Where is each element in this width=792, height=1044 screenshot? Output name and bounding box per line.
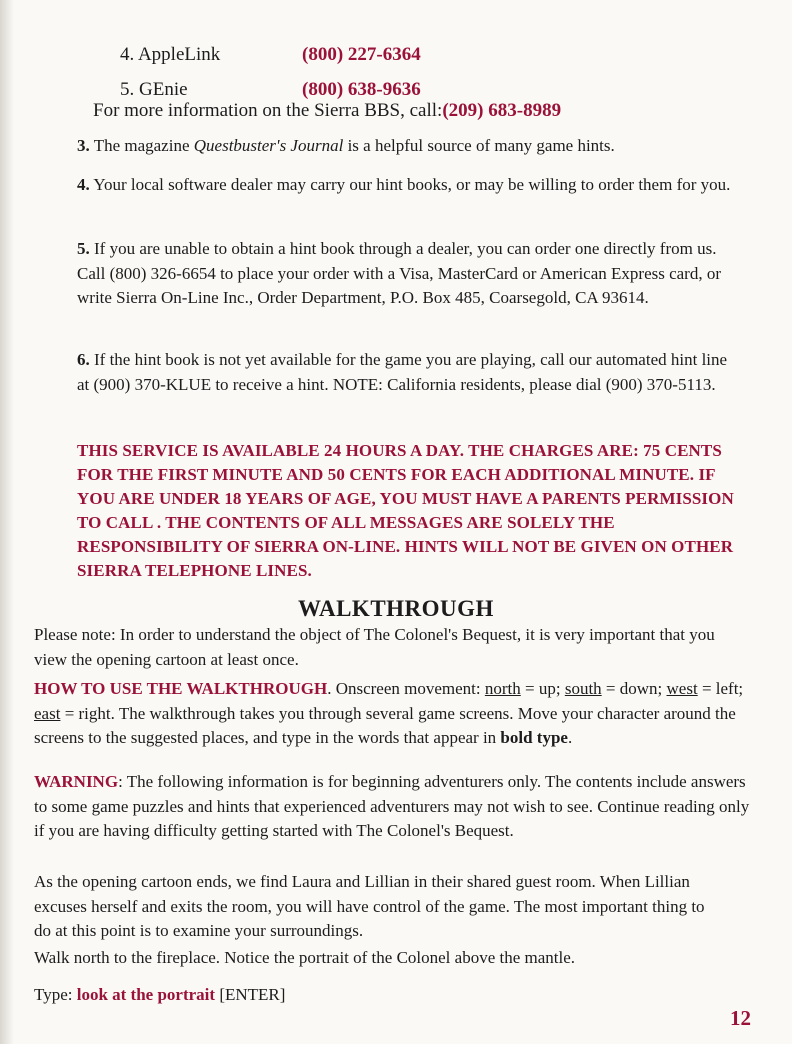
- howto-text: = down;: [601, 679, 667, 698]
- command-text: look at the portrait: [76, 985, 216, 1004]
- service-phone: (800) 227-6364: [302, 44, 421, 65]
- howto-text: .: [567, 728, 573, 747]
- type-command-line: [34, 983, 634, 1008]
- service-phone: (800) 638-9636: [302, 79, 421, 100]
- service-notice: THIS SERVICE IS AVAILABLE 24 HOURS A DAY. THE CHARGES ARE: 75 CENTS FOR THE FIRST MINUTE AND 50 CENTS FOR EACH ADDITIONAL MINUTE. IF YOU ARE UNDER 18 YEARS OF AGE, YOU MUST HAVE A PARENTS PERMISSION TO CALL . THE CONTENTS OF ALL MESSAGES ARE SOLELY THE RESPONSIBILITY OF SIERRA ON-LINE. HINTS WILL NOT BE GIVEN ON OTHER SIERRA TELEPHONE LINES.: [77, 441, 734, 580]
- item-5: [77, 237, 725, 311]
- page-number: 12: [730, 1006, 751, 1030]
- service-name: 5. GEnie: [120, 79, 188, 100]
- item-3: [77, 134, 757, 159]
- bold-type-term: bold type: [500, 728, 568, 747]
- howto-text: = right. The walkthrough takes you through several game screens. Move your character around the screens to the suggested places, and type in the words that appear in: [34, 703, 736, 747]
- howto-label: HOW TO USE THE WALKTHROUGH: [34, 679, 328, 698]
- service-line-applelink: [120, 44, 480, 70]
- item-text: Your local software dealer may carry our hint books, or may be willing to order them for you.: [89, 175, 731, 194]
- howto-paragraph: [34, 677, 772, 751]
- direction-south: south: [564, 679, 602, 698]
- item-text: is a helpful source of many game hints.: [343, 136, 615, 155]
- walkthrough-note: Please note: In order to understand the object of The Colonel's Bequest, it is very important that you view the opening cartoon at least once.: [34, 625, 715, 669]
- howto-text: = up;: [520, 679, 565, 698]
- item-number: 6.: [77, 350, 90, 369]
- direction-east: east: [34, 703, 61, 723]
- bbs-phone: (209) 683-8989: [442, 100, 562, 121]
- enter-key-text: [ENTER]: [215, 985, 286, 1004]
- item-text: If the hint book is not yet available for the game you are playing, call our automated hint line at (900) 370-KLUE to receive a hint. NOTE: California residents, please dial (900) 370-5113.: [77, 350, 728, 394]
- howto-text: = left;: [697, 679, 744, 698]
- warning-paragraph: [34, 770, 752, 844]
- walk-paragraph: Walk north to the fireplace. Notice the portrait of the Colonel above the mantle.: [34, 948, 576, 967]
- item-4: [77, 173, 757, 198]
- walkthrough-heading: WALKTHROUGH: [298, 596, 494, 621]
- direction-north: north: [484, 679, 521, 698]
- page-binding-shadow: [0, 0, 14, 1044]
- howto-text: . Onscreen movement:: [327, 679, 485, 698]
- item-number: 5.: [77, 239, 90, 258]
- direction-west: west: [666, 679, 698, 698]
- item-text: If you are unable to obtain a hint book through a dealer, you can order one directly from us. Call (800) 326-6654 to place your order with a Visa, MasterCard or American Express card, or write Sierra On-Line Inc., Order Department, P.O. Box 485, Coarsegold, CA 93614.: [77, 239, 722, 307]
- type-prefix: Type:: [34, 985, 77, 1004]
- bbs-text: For more information on the Sierra BBS, call:: [93, 100, 443, 121]
- opening-paragraph: As the opening cartoon ends, we find Laura and Lillian in their shared guest room. When Lillian excuses herself and exits the room, you will have control of the game. The most important thing to do at this point is to examine your surroundings.: [34, 872, 705, 940]
- item-number: 4.: [77, 175, 90, 194]
- magazine-title: Questbuster's Journal: [193, 136, 344, 155]
- item-number: 3.: [77, 136, 90, 155]
- service-name: 4. AppleLink: [120, 44, 221, 65]
- warning-label: WARNING: [34, 772, 119, 791]
- item-6: [77, 348, 732, 397]
- bbs-line: [93, 100, 653, 122]
- warning-text: : The following information is for beginning adventurers only. The contents include answers to some game puzzles and hints that experienced adventurers may not wish to see. Continue reading only if you are having difficulty getting started with The Colonel's Bequest.: [34, 772, 750, 840]
- item-text: The magazine: [89, 136, 194, 155]
